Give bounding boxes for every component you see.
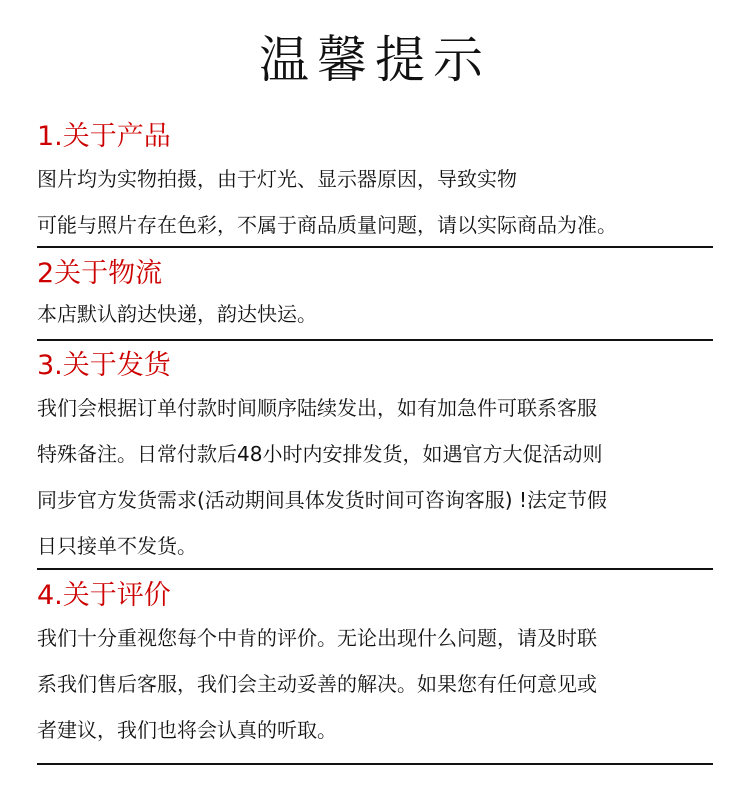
section-text-line: 我们十分重视您每个中肯的评价。无论出现什么问题，请及时联	[37, 626, 597, 650]
page-title: 温馨提示	[259, 31, 491, 89]
divider	[37, 246, 713, 248]
section-reviews	[37, 580, 717, 742]
section-heading: 2关于物流	[37, 258, 163, 289]
section-shipping	[37, 350, 717, 558]
section-text-line: 我们会根据订单付款时间顺序陆续发出，如有加急件可联系客服	[37, 396, 597, 420]
section-text-line: 图片均为实物拍摄，由于灯光、显示器原因，导致实物	[37, 167, 517, 191]
section-text-line: 本店默认韵达快递，韵达快运。	[37, 302, 317, 326]
section-text-line: 特殊备注。日常付款后48小时内安排发货，如遇官方大促活动则	[37, 442, 603, 466]
divider	[37, 339, 713, 341]
divider	[37, 568, 713, 570]
section-text-line: 日只接单不发货。	[37, 534, 197, 558]
section-heading: 1.关于产品	[37, 121, 171, 152]
divider	[37, 763, 713, 765]
section-heading: 4.关于评价	[37, 580, 171, 611]
section-text-line: 者建议，我们也将会认真的听取。	[37, 718, 337, 742]
section-logistics	[37, 258, 717, 326]
section-product	[37, 121, 717, 237]
section-text-line: 同步官方发货需求(活动期间具体发货时间可咨询客服) !法定节假	[37, 488, 607, 512]
section-heading: 3.关于发货	[37, 350, 171, 381]
section-text-line: 可能与照片存在色彩，不属于商品质量问题，请以实际商品为准。	[37, 213, 617, 237]
section-text-line: 系我们售后客服，我们会主动妥善的解决。如果您有任何意见或	[37, 672, 597, 696]
